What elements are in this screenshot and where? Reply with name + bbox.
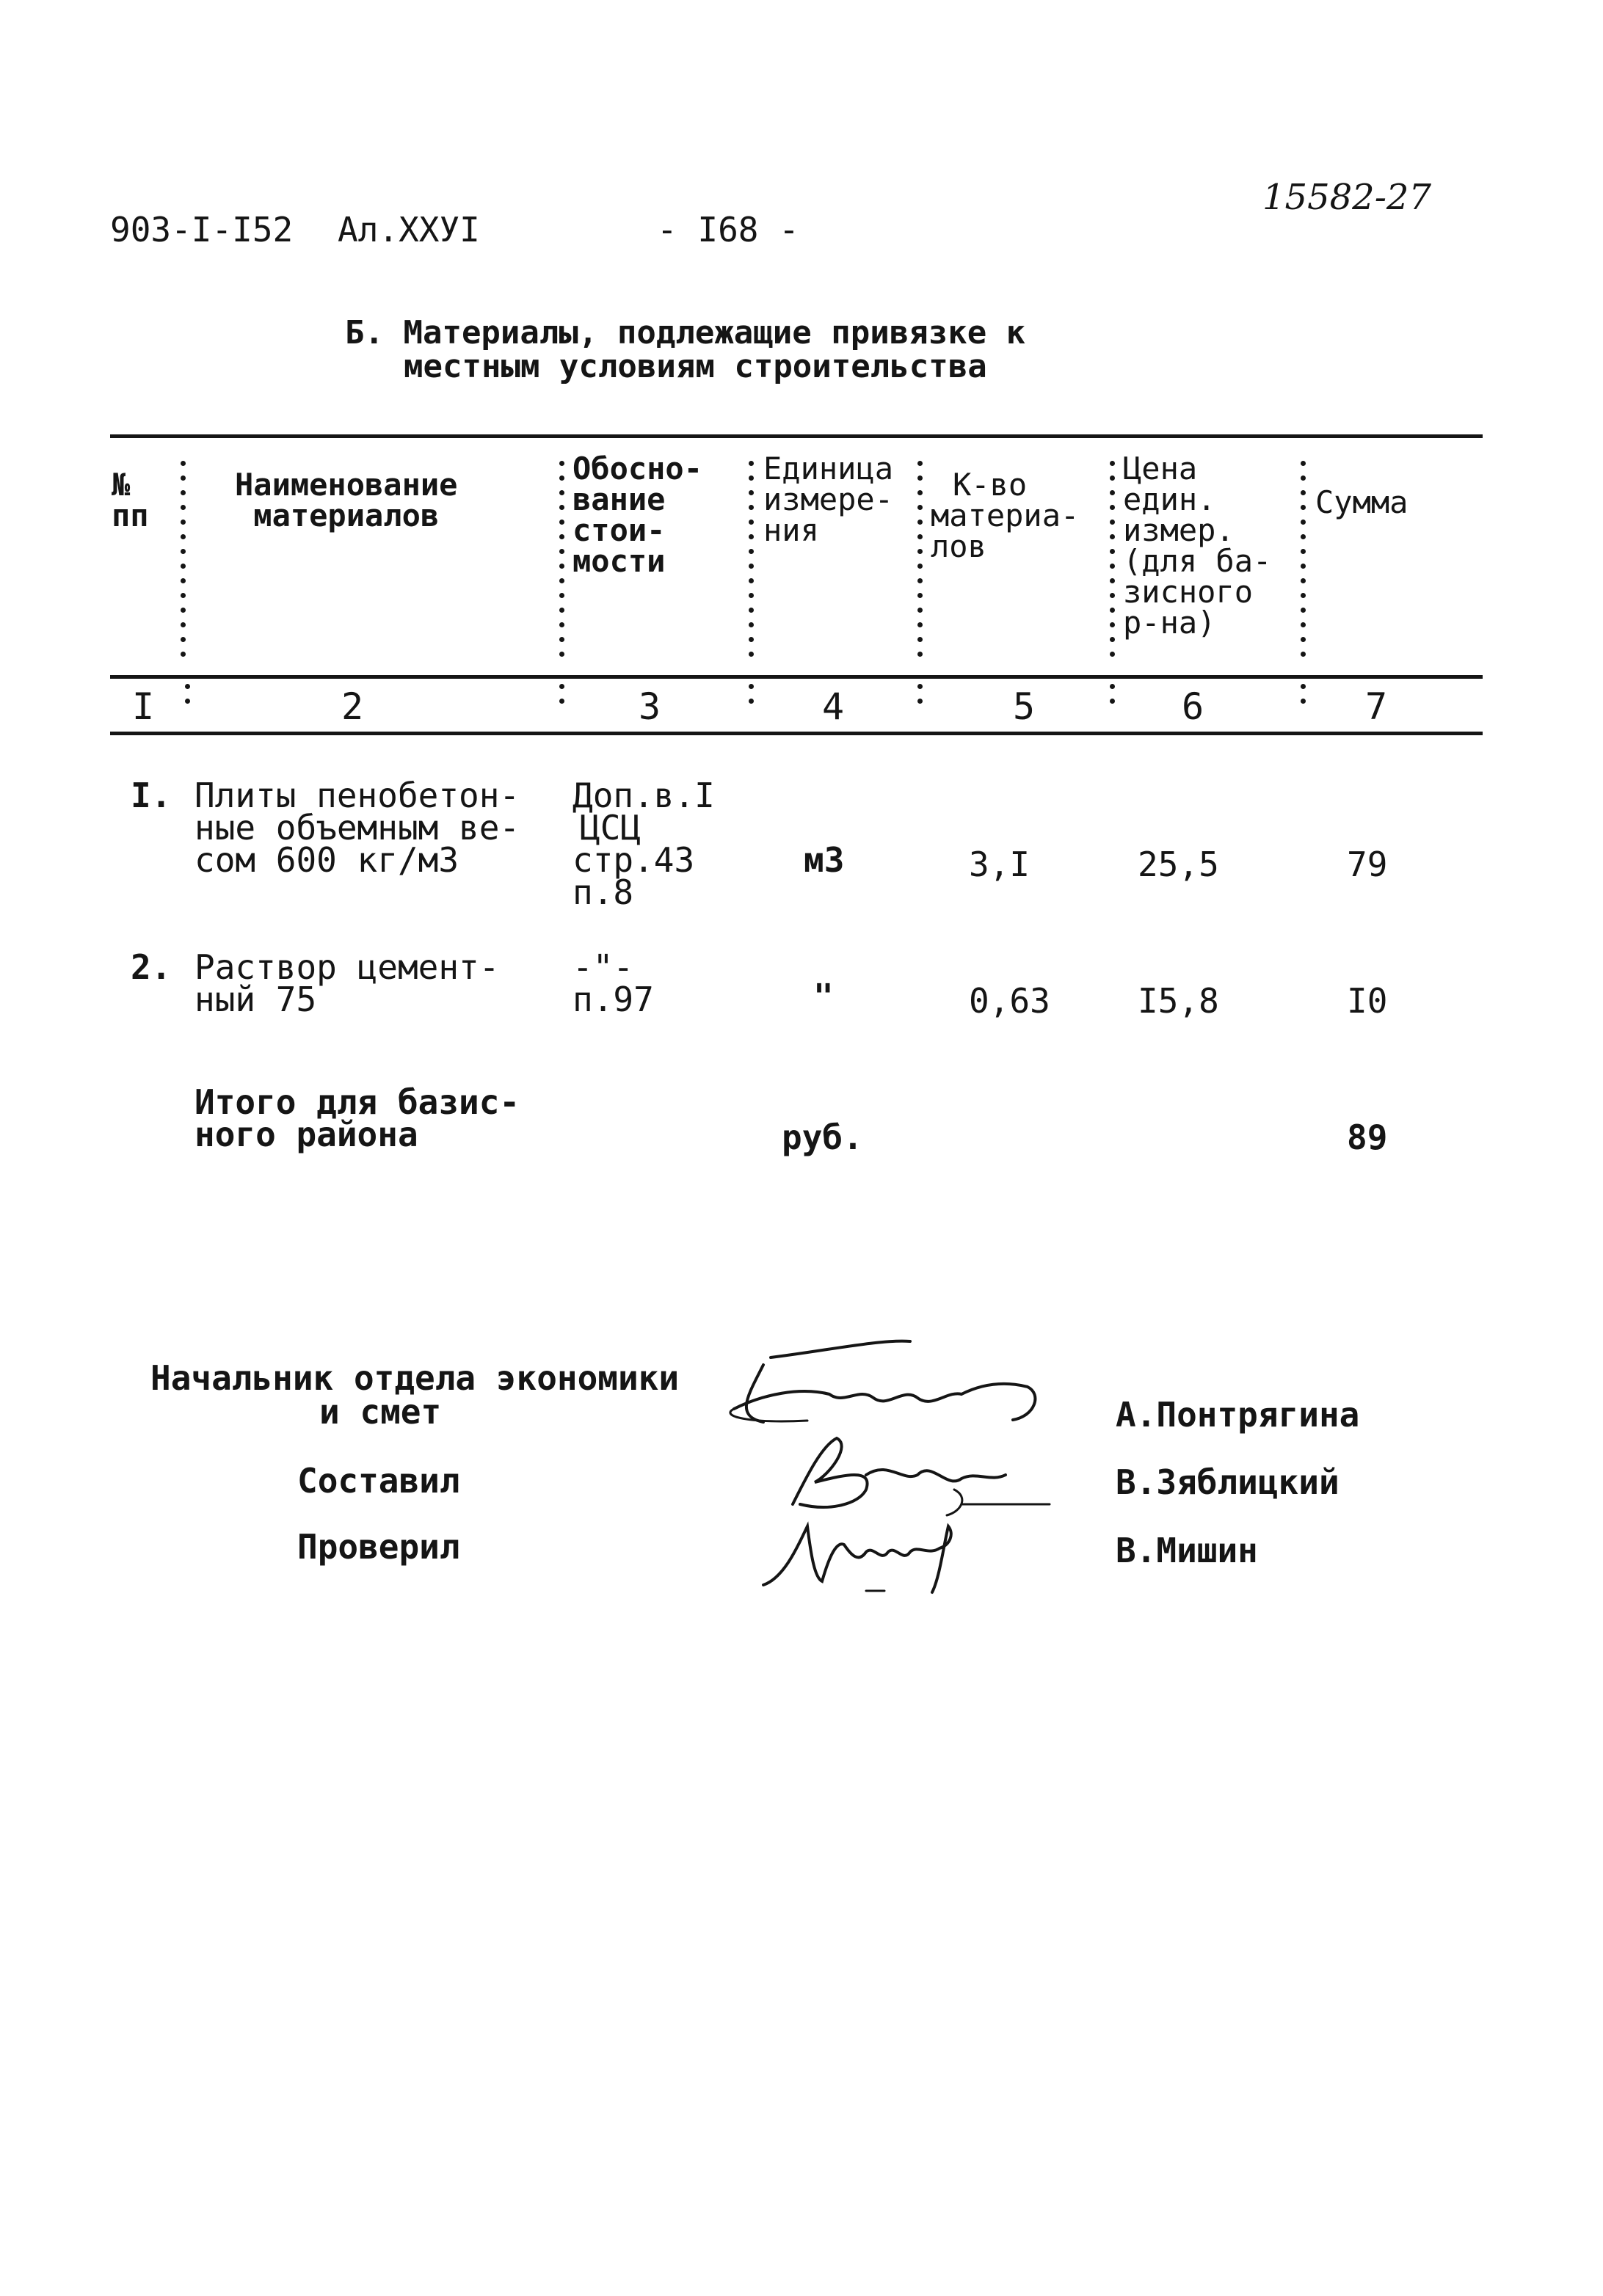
col-number-6: 6 <box>1181 685 1204 728</box>
number-row-separator-6 <box>1301 684 1308 713</box>
row-unit-price: I5,8 <box>1138 981 1219 1021</box>
col-number-3: 3 <box>638 685 661 728</box>
number-row-separator-1 <box>185 684 192 713</box>
signature-role-compiled: Составил <box>297 1461 460 1501</box>
signature-image-2 <box>771 1431 1064 1519</box>
signatory-name-checked: В.Мишин <box>1116 1531 1258 1570</box>
row-unit: м3 <box>804 840 845 880</box>
total-label: Итого для базис- ного района <box>195 1082 520 1154</box>
col-number-5: 5 <box>1012 685 1036 728</box>
page-number: - I68 - <box>657 210 799 249</box>
table-header-rule <box>110 675 1483 679</box>
row-quantity: 0,63 <box>969 981 1050 1021</box>
row-unit-price: 25,5 <box>1138 845 1219 884</box>
row-material-name: Плиты пенобетон- ные объемным ве- сом 600 кг/м3 <box>195 776 520 880</box>
header-separator-2 <box>559 461 567 666</box>
document-code: 903-I-I52 <box>110 210 294 249</box>
row-quantity: 3,I <box>969 845 1030 884</box>
signatory-name-head: А.Понтрягина <box>1116 1395 1360 1435</box>
col-header-quantity: К-во материа- лов <box>931 467 1080 564</box>
section-title-line-1: Б. Материалы, подлежащие привязке к <box>345 314 1026 351</box>
col-number-7: 7 <box>1364 685 1388 728</box>
header-separator-3 <box>749 461 756 666</box>
row-unit: " <box>813 977 834 1016</box>
total-unit: руб. <box>782 1118 863 1157</box>
col-number-1: I <box>131 685 155 728</box>
col-header-sum: Сумма <box>1315 484 1408 520</box>
header-separator-1 <box>181 461 188 666</box>
table-numbers-rule <box>110 732 1483 735</box>
row-cost-basis: -"- п.97 <box>572 947 654 1019</box>
col-header-number: № пп <box>112 467 149 533</box>
col-header-material-name: Наименование материалов <box>235 467 458 533</box>
signature-role-checked: Проверил <box>297 1527 460 1567</box>
col-number-4: 4 <box>821 685 845 728</box>
signatory-name-compiled: В.Зяблицкий <box>1116 1462 1340 1502</box>
table-top-rule <box>110 434 1483 438</box>
number-row-separator-4 <box>917 684 925 713</box>
header-separator-4 <box>917 461 925 666</box>
row-number: 2. <box>131 947 172 987</box>
col-header-unit-price: Цена един. измер. (для ба- зисного р-на) <box>1123 451 1272 641</box>
album-number: Ал.XXУI <box>338 210 480 249</box>
signature-image-3 <box>756 1512 991 1600</box>
header-separator-6 <box>1301 461 1308 666</box>
signature-role-head: Начальник отдела экономики и смет <box>150 1358 680 1432</box>
handwritten-reference: 15582-27 <box>1262 177 1431 218</box>
section-title-line-2: местным условиям строительства <box>404 348 987 385</box>
row-cost-basis: Доп.в.I ЦСЦ стр.43 п.8 <box>572 776 715 912</box>
col-number-2: 2 <box>341 685 364 728</box>
row-material-name: Раствор цемент- ный 75 <box>195 947 500 1019</box>
header-separator-5 <box>1110 461 1117 666</box>
row-sum: 79 <box>1347 845 1388 884</box>
row-number: I. <box>131 776 172 815</box>
row-sum: I0 <box>1347 981 1388 1021</box>
signature-image-1 <box>719 1335 1064 1438</box>
col-header-unit: Единица измере- ния <box>763 451 894 548</box>
number-row-separator-5 <box>1110 684 1117 713</box>
number-row-separator-3 <box>749 684 756 713</box>
total-sum: 89 <box>1347 1118 1388 1157</box>
col-header-cost-basis: Обосно- вание стои- мости <box>572 451 703 579</box>
number-row-separator-2 <box>559 684 567 713</box>
